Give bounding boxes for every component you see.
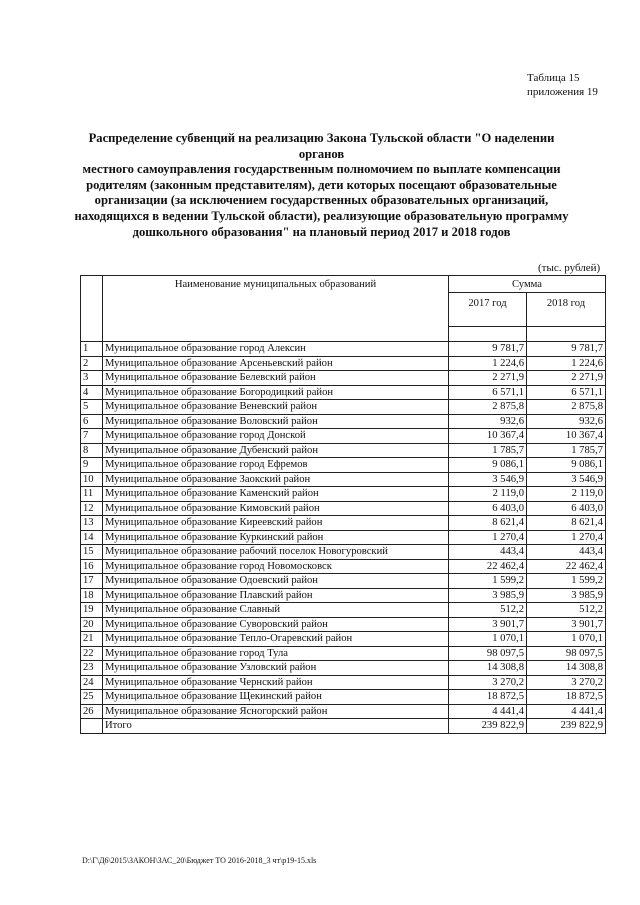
municipality-name-cell: Муниципальное образование Заокский район [103,472,449,487]
table-row [81,632,606,647]
value-2018-cell: 3 270,2 [527,675,606,690]
value-2018-cell: 3 546,9 [527,472,606,487]
table-row [81,646,606,661]
municipality-name-cell: Муниципальное образование рабочий поселок Новогуровский [103,545,449,560]
document-title [70,131,573,240]
value-2017-cell: 4 441,4 [449,704,527,719]
value-2018-cell: 3 985,9 [527,588,606,603]
title-line: Распределение субвенций на реализацию Закона Тульской области "О наделении органов [88,131,555,161]
table-row [81,690,606,705]
value-2018-cell: 98 097,5 [527,646,606,661]
table-row [81,472,606,487]
value-2017-cell: 18 872,5 [449,690,527,705]
value-2017-cell: 1 224,6 [449,356,527,371]
value-2017-cell: 9 781,7 [449,342,527,357]
municipality-name-cell: Муниципальное образование Белевский район [103,371,449,386]
value-2018-cell: 239 822,9 [527,719,606,734]
row-number-cell: 10 [81,472,103,487]
row-number-cell: 12 [81,501,103,516]
row-number-cell: 9 [81,458,103,473]
value-2018-cell: 8 621,4 [527,516,606,531]
value-2017-cell: 3 985,9 [449,588,527,603]
row-number-cell: 6 [81,414,103,429]
value-2018-cell: 9 086,1 [527,458,606,473]
municipality-name-cell: Муниципальное образование Суворовский район [103,617,449,632]
row-number-cell: 21 [81,632,103,647]
value-2017-cell: 1 785,7 [449,443,527,458]
value-2018-cell: 1 599,2 [527,574,606,589]
row-number-cell: 2 [81,356,103,371]
value-2017-cell: 2 271,9 [449,371,527,386]
table-row [81,458,606,473]
municipality-name-cell: Муниципальное образование Щекинский район [103,690,449,705]
value-2018-cell: 3 901,7 [527,617,606,632]
municipality-name-cell: Муниципальное образование Воловский район [103,414,449,429]
units-label: (тыс. рублей) [538,262,601,274]
value-2017-cell: 3 270,2 [449,675,527,690]
table-row [81,414,606,429]
row-number-cell: 7 [81,429,103,444]
row-number-cell: 19 [81,603,103,618]
municipality-name-cell: Муниципальное образование Куркинский район [103,530,449,545]
title-line: находящихся в ведении Тульской области), реализующие образовательную программу [74,208,569,223]
row-number-cell: 26 [81,704,103,719]
value-2018-cell: 443,4 [527,545,606,560]
file-path-footer: D:\Г\Д6\2015\ЗАКОН\ЗАС_20\Бюджет ТО 2016-2018_3 чт\p19-15.xls [82,856,317,865]
table-row [81,704,606,719]
year-2017-header: 2017 год [449,293,527,327]
value-2018-cell: 1 070,1 [527,632,606,647]
municipality-name-cell: Муниципальное образование Веневский район [103,400,449,415]
table-reference [527,71,617,99]
value-2017-cell: 932,6 [449,414,527,429]
value-2018-cell: 10 367,4 [527,429,606,444]
value-2018-cell: 14 308,8 [527,661,606,676]
row-number-cell: 18 [81,588,103,603]
row-number-cell: 3 [81,371,103,386]
value-2017-cell: 10 367,4 [449,429,527,444]
value-2017-cell: 443,4 [449,545,527,560]
row-number-cell: 24 [81,675,103,690]
table-row [81,429,606,444]
table-row [81,603,606,618]
row-number-cell: 17 [81,574,103,589]
table-row [81,356,606,371]
value-2017-cell: 3 901,7 [449,617,527,632]
municipality-name-cell: Итого [103,719,449,734]
value-2018-cell: 18 872,5 [527,690,606,705]
table-header-row [81,276,606,293]
year-2018-header: 2018 год [527,293,606,327]
municipality-name-cell: Муниципальное образование Плавский район [103,588,449,603]
value-2018-cell: 2 119,0 [527,487,606,502]
spacer-cell [449,327,527,342]
table-row [81,371,606,386]
row-number-cell: 1 [81,342,103,357]
table-label: Таблица 15 [527,72,580,84]
municipality-name-cell: Муниципальное образование Славный [103,603,449,618]
value-2017-cell: 22 462,4 [449,559,527,574]
title-line: дошкольного образования" на плановый период 2017 и 2018 годов [132,224,511,239]
title-line: родителям (законным представителям), дети которых посещают образовательные [86,177,557,192]
value-2017-cell: 14 308,8 [449,661,527,676]
table-row [81,588,606,603]
table-row [81,487,606,502]
table-row [81,574,606,589]
table-row [81,559,606,574]
municipality-name-cell: Муниципальное образование Арсеньевский район [103,356,449,371]
value-2018-cell: 6 403,0 [527,501,606,516]
row-number-cell: 23 [81,661,103,676]
table-row [81,342,606,357]
value-2017-cell: 3 546,9 [449,472,527,487]
municipality-name-cell: Муниципальное образование Чернский район [103,675,449,690]
number-header [81,276,103,342]
row-number-cell: 20 [81,617,103,632]
value-2017-cell: 1 070,1 [449,632,527,647]
value-2017-cell: 239 822,9 [449,719,527,734]
value-2018-cell: 1 224,6 [527,356,606,371]
table-row [81,443,606,458]
value-2018-cell: 2 271,9 [527,371,606,386]
value-2017-cell: 2 875,8 [449,400,527,415]
table-row [81,530,606,545]
appendix-label: приложения 19 [527,86,598,98]
table-row [81,661,606,676]
row-number-cell: 14 [81,530,103,545]
row-number-cell: 8 [81,443,103,458]
municipality-name-cell: Муниципальное образование Киреевский район [103,516,449,531]
municipality-name-cell: Муниципальное образование Каменский район [103,487,449,502]
value-2018-cell: 22 462,4 [527,559,606,574]
value-2018-cell: 1 785,7 [527,443,606,458]
value-2018-cell: 512,2 [527,603,606,618]
value-2018-cell: 4 441,4 [527,704,606,719]
row-number-cell: 11 [81,487,103,502]
title-line: местного самоуправления государственным полномочием по выплате компенсации [82,162,561,177]
municipality-name-cell: Муниципальное образование город Ефремов [103,458,449,473]
table-row [81,501,606,516]
table-row [81,545,606,560]
municipality-name-cell: Муниципальное образование Узловский район [103,661,449,676]
table-row [81,675,606,690]
value-2017-cell: 2 119,0 [449,487,527,502]
value-2017-cell: 6 571,1 [449,385,527,400]
municipality-name-cell: Муниципальное образование город Донской [103,429,449,444]
sum-header: Сумма [449,276,606,293]
name-header: Наименование муниципальных образований [103,276,449,342]
municipality-name-cell: Муниципальное образование Богородицкий район [103,385,449,400]
spacer-cell [527,327,606,342]
table-row [81,516,606,531]
municipality-name-cell: Муниципальное образование город Новомосковск [103,559,449,574]
value-2017-cell: 1 599,2 [449,574,527,589]
value-2018-cell: 2 875,8 [527,400,606,415]
table-row [81,617,606,632]
total-row [81,719,606,734]
value-2018-cell: 9 781,7 [527,342,606,357]
row-number-cell: 25 [81,690,103,705]
row-number-cell: 13 [81,516,103,531]
municipality-name-cell: Муниципальное образование Тепло-Огаревский район [103,632,449,647]
row-number-cell: 15 [81,545,103,560]
municipality-name-cell: Муниципальное образование Одоевский район [103,574,449,589]
value-2017-cell: 512,2 [449,603,527,618]
value-2017-cell: 1 270,4 [449,530,527,545]
row-number-cell [81,719,103,734]
value-2018-cell: 1 270,4 [527,530,606,545]
municipality-name-cell: Муниципальное образование Кимовский район [103,501,449,516]
row-number-cell: 16 [81,559,103,574]
value-2018-cell: 6 571,1 [527,385,606,400]
value-2017-cell: 98 097,5 [449,646,527,661]
municipality-name-cell: Муниципальное образование город Тула [103,646,449,661]
table-row [81,400,606,415]
row-number-cell: 5 [81,400,103,415]
value-2017-cell: 8 621,4 [449,516,527,531]
value-2018-cell: 932,6 [527,414,606,429]
row-number-cell: 4 [81,385,103,400]
value-2017-cell: 9 086,1 [449,458,527,473]
row-number-cell: 22 [81,646,103,661]
municipality-name-cell: Муниципальное образование Дубенский район [103,443,449,458]
title-line: организации (за исключением государственных образовательных организаций, [94,193,549,208]
municipality-name-cell: Муниципальное образование Ясногорский район [103,704,449,719]
municipality-name-cell: Муниципальное образование город Алексин [103,342,449,357]
value-2017-cell: 6 403,0 [449,501,527,516]
subsidy-table [80,275,606,734]
table-row [81,385,606,400]
